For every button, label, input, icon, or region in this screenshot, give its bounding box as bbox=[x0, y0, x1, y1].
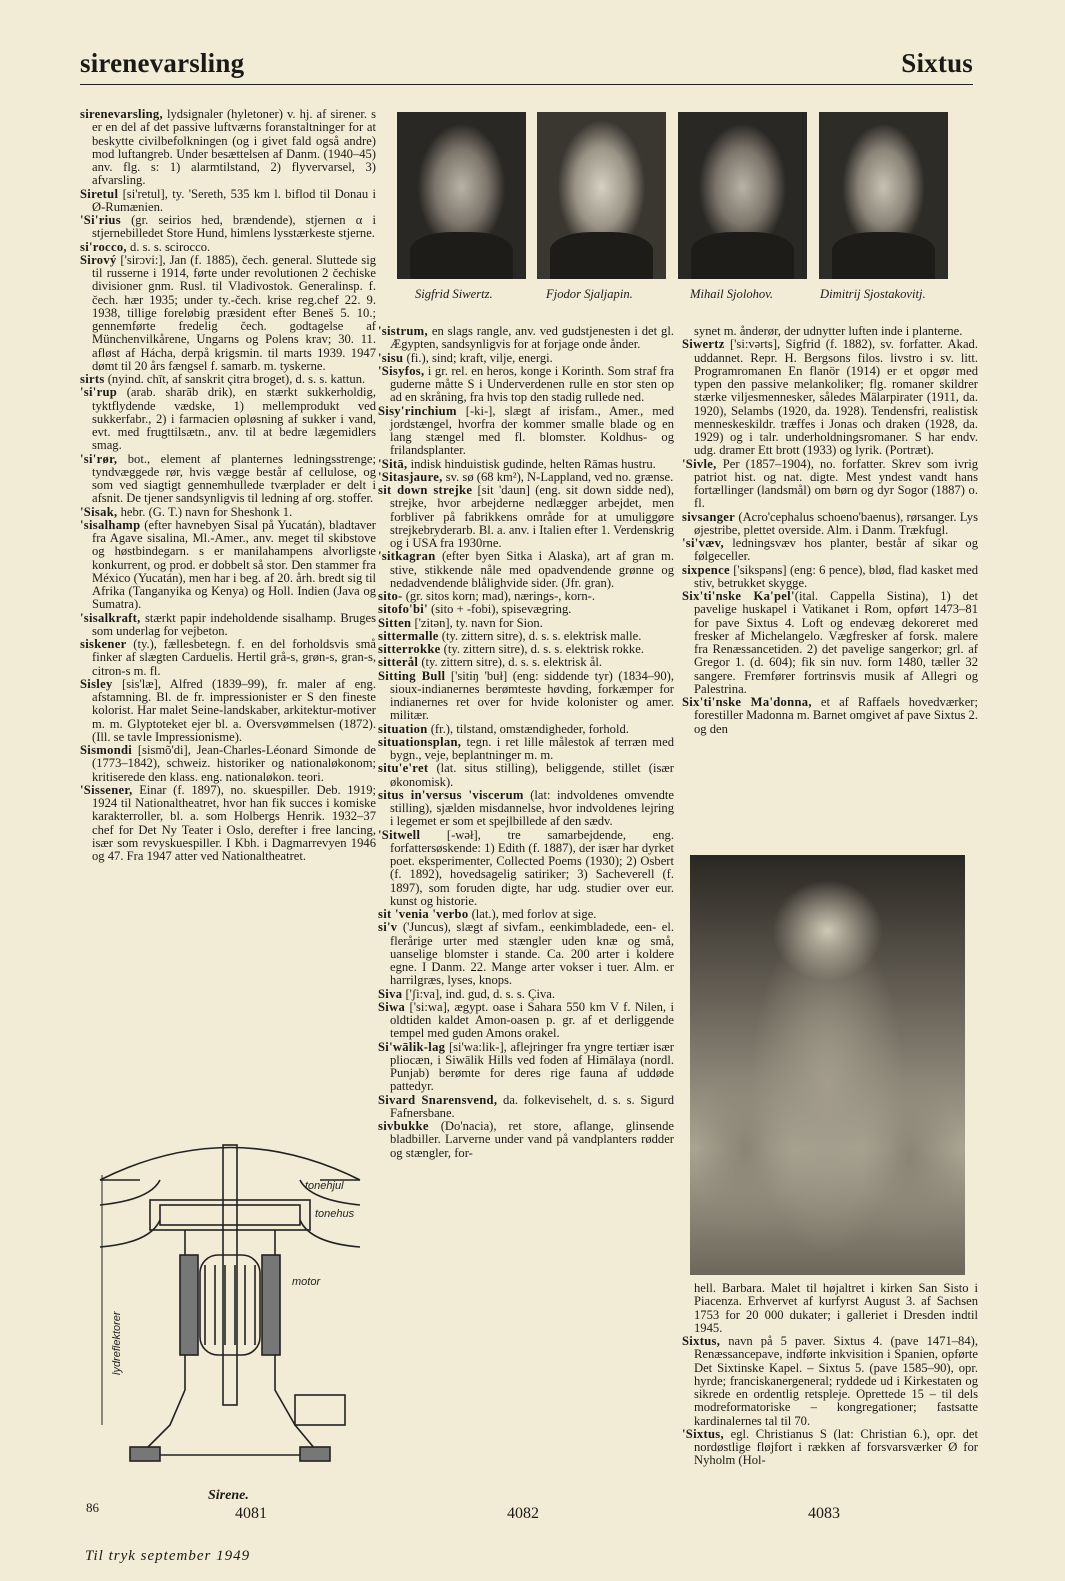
label-tonehjul: tonehjul bbox=[305, 1180, 344, 1192]
entry-headword: Siwa bbox=[378, 999, 406, 1014]
entry-headword: Sitten bbox=[378, 615, 412, 630]
siren-diagram bbox=[80, 1125, 380, 1485]
dictionary-entry bbox=[378, 365, 674, 405]
entry-headword: 'sisalhamp bbox=[80, 517, 141, 532]
entry-text: en slags rangle, anv. ved gudstjenesten i det gl. Ægypten, sandsynligvis for at forjage onde ånder. bbox=[390, 324, 674, 352]
dictionary-entry bbox=[80, 744, 376, 784]
dictionary-entry bbox=[80, 612, 376, 639]
dictionary-entry bbox=[378, 829, 674, 909]
running-head-right: Sixtus bbox=[901, 48, 973, 78]
portrait-caption: Mihail Sjolohov. bbox=[690, 287, 774, 301]
entry-text: (sito + -fobi), spisevægring. bbox=[427, 602, 572, 617]
entry-text: stærkt papir indeholdende sisalhamp. Bruges som underlag for vejbeton. bbox=[92, 610, 376, 638]
entry-text: (gr. sitos korn; mad), nærings-, korn-. bbox=[402, 589, 595, 603]
entry-headword: sivsanger bbox=[682, 509, 736, 524]
dictionary-entry bbox=[378, 656, 674, 669]
entry-text: (arab. sharāb drik), en stærkt sukkerholdig, tyktflydende vædske, 1) mellemprodukt ved sukkerfabr., 2) i farmacien opløsning af sukker i vand, evt. med frugttilsætn., anv. til at bedre lægemidlers smag. bbox=[92, 385, 376, 453]
dictionary-entry bbox=[378, 471, 674, 484]
entry-headword: Sisy'rinchium bbox=[378, 403, 457, 418]
column-1 bbox=[80, 108, 376, 863]
entry-headword: Sismondi bbox=[80, 743, 133, 757]
dictionary-entry bbox=[80, 638, 376, 678]
label-tonehus: tonehus bbox=[315, 1208, 355, 1220]
entry-headword: 'Si'rius bbox=[80, 213, 121, 227]
entry-text: egl. Christianus S (lat: Christian 6.), opr. det nordøstlige fløjfort i rækken af forsvarsværker Ø for Nyholm (Hol- bbox=[694, 1426, 978, 1468]
entry-headword: 'Sisyfos, bbox=[378, 363, 425, 378]
dictionary-entry bbox=[682, 325, 978, 338]
entry-text: hebr. (G. T.) navn for Sheshonk 1. bbox=[117, 504, 293, 519]
entry-text: (efter havnebyen Sisal på Yucatán), bladtaver fra Agave sisalina, Ml.-Amer., anv. meget til skibstove og høstbindegarn. s er manilahampens alvorligste konkurrent, og prod. er dobbelt så stor. Den stammer fra México (Yucatán), men har i beg. af 20. årh. bredt sig til Afrika (Tanganyika og Kenya) og Holl. Indien (Java og Sumatra). bbox=[92, 517, 376, 612]
entry-text: [-ki-], slægt af irisfam., Amer., med jordstængel, hvorfra der kommer smalle blade og en lang stængel med fl. blomster. Koldhus- og frilandsplanter. bbox=[390, 403, 674, 458]
portrait-sjaljapin bbox=[537, 112, 666, 279]
dictionary-entry bbox=[378, 643, 674, 656]
entry-text: hell. Barbara. Malet til højaltret i kirken San Sisto i Piacenza. Erhvervet af kurfyrst August 3. af Sachsen 1753 for 20 000 dukater; i galleriet i Dresden indtil 1945. bbox=[694, 1281, 978, 1335]
entry-headword: 'Sitwell bbox=[378, 827, 421, 842]
print-footer: Til tryk september 1949 bbox=[85, 1548, 251, 1564]
entry-text: sv. sø (68 km²), N-Lappland, ved no. grænse. bbox=[442, 469, 674, 484]
dictionary-entry bbox=[80, 108, 376, 188]
entry-text: (lat. situs stilling), beliggende, stillet (især økonomisk). bbox=[390, 761, 674, 789]
entry-text: (lat.), med forlov at sige. bbox=[468, 907, 597, 921]
column-2 bbox=[378, 325, 674, 1160]
entry-text: [sis'læ], Alfred (1839–99), fr. maler af eng. afstamning. Bl. de fr. impressionister er S den fineste kolorist. Har malet Seine-landskaber, arkitektur-motiver m. m. Glyptoteket ejer bl. a. Oversvømmelsen (1872). (Ill. se tavle Impressionisme). bbox=[92, 676, 376, 744]
entry-text: ['sirɔvi:], Jan (f. 1885), čech. general. Sluttede sig til russerne i 1914, førte under revolutionen 2 čechiske divisioner gnm. Rusl. til Vladivostok. Generalinsp. f. čech. hær 1935; under ty.-čech. krise reg.chef 22. 9. 1938, tillige foreløbig præsident efter Beneš 5. 10.; gennemførte fredelig čech. godtagelse af Münchenvilkårene, Ungarns og Polens krav; 30. 11. afløst af Hácha, derpå krigsmin. til marts 1939. 1947 dømt til 20 års fængsel f. samarb. m. tyskerne. bbox=[92, 252, 376, 373]
running-head-left: sirenevarsling bbox=[80, 48, 245, 78]
entry-headword: Si'wālik-lag bbox=[378, 1039, 446, 1054]
dictionary-entry bbox=[378, 988, 674, 1001]
dictionary-entry bbox=[378, 405, 674, 458]
entry-text: ['sitiŋ 'buł] (eng: siddende tyr) (1834–90), sioux-indianernes berømteste høvding, forkæmper for indianernes ret over for hvide kolonister og amer. militær. bbox=[390, 668, 674, 723]
dictionary-entry bbox=[80, 214, 376, 241]
entry-headword: si'rocco, bbox=[80, 239, 127, 254]
entry-text: (Do'nacia), ret store, aflange, glinsende bladbiller. Larverne under vand på vandplanters rødder og stængler, for- bbox=[390, 1119, 674, 1160]
dictionary-entry bbox=[682, 696, 978, 736]
dictionary-entry bbox=[378, 1041, 674, 1094]
entry-headword: Siwertz bbox=[682, 337, 725, 352]
page-number: 4083 bbox=[808, 1505, 840, 1522]
dictionary-entry bbox=[378, 617, 674, 630]
entry-headword: sito- bbox=[378, 589, 403, 603]
entry-text: bot., element af planternes ledningsstrenge; tyndvæggede rør, hvis vægge består af cellulose, og som ved siagtigt gennemhullede tværplader er delt i afsnit. De tjener sandsynligvis til ledning af org. stoffer. bbox=[92, 451, 376, 506]
portrait-caption: Fjodor Sjaljapin. bbox=[546, 287, 633, 301]
portrait-siwertz bbox=[397, 112, 526, 279]
diagram-caption: Sirene. bbox=[208, 1488, 249, 1503]
dictionary-entry bbox=[378, 908, 674, 921]
entry-headword: sirenevarsling, bbox=[80, 107, 163, 121]
dictionary-entry bbox=[80, 519, 376, 612]
entry-headword: Siva bbox=[378, 986, 403, 1001]
entry-headword: sivbukke bbox=[378, 1119, 429, 1133]
entry-text: (ty.), fællesbetegn. f. en del forholdsvis små finker af slægten Carduelis. Hertil grå-s, grøn-s, gran-s, citron-s m. fl. bbox=[92, 637, 376, 678]
dictionary-entry bbox=[378, 603, 674, 616]
dictionary-entry bbox=[378, 458, 674, 471]
entry-headword: 'si'rør, bbox=[80, 451, 118, 466]
entry-text: indisk hinduistisk gudinde, helten Rāmas hustru. bbox=[407, 456, 656, 471]
entry-text: et af Raffaels hovedværker; forestiller Madonna m. Barnet omgivet af pave Sixtus 2. og den bbox=[694, 695, 978, 736]
entry-headword: 'sitkagran bbox=[378, 549, 436, 564]
entry-headword: 'Sivle, bbox=[682, 456, 717, 471]
entry-headword: Siretul bbox=[80, 186, 119, 201]
entry-headword: 'Sisak, bbox=[80, 504, 118, 519]
dictionary-entry bbox=[682, 458, 978, 511]
entry-headword: Sirový bbox=[80, 252, 117, 267]
page-number: 4082 bbox=[507, 1505, 539, 1522]
dictionary-entry bbox=[682, 338, 978, 457]
entry-headword: sittermalle bbox=[378, 628, 439, 643]
entry-text: ['si:wa], ægypt. oase i Sahara 550 km V f. Nilen, i oldtiden kaldet Amon-oasen p. gr. af et derliggende tempel med guden Amons orakel. bbox=[390, 999, 674, 1041]
entry-headword: 'Sitasjaure, bbox=[378, 469, 443, 484]
dictionary-entry bbox=[80, 784, 376, 864]
dictionary-entry bbox=[682, 564, 978, 591]
page-number-small: 86 bbox=[86, 1500, 99, 1515]
entry-headword: 'sisalkraft, bbox=[80, 610, 141, 625]
entry-text: Per (1857–1904), no. forfatter. Skrev som ivrig patriot hist. og nat. digte. Mest yndest vandt hans fortællinger (landsmål) om børn og dyr Sogor (1887) o. fl. bbox=[694, 456, 978, 511]
dictionary-entry bbox=[682, 1335, 978, 1428]
entry-headword: sirts bbox=[80, 372, 105, 386]
entry-headword: 'Sissener, bbox=[80, 782, 133, 797]
entry-headword: siskener bbox=[80, 637, 127, 651]
dictionary-entry bbox=[80, 453, 376, 506]
sixtine-madonna-painting bbox=[690, 855, 965, 1275]
entry-text: (ital. Cappella Sistina), 1) det pavelige huskapel i Vatikanet i Rom, opført 1473–81 for pave Sixtus 4. Loft og endevæg dekoreret med fresker af Michelangelo. Vægfresker af forsk. malere fra Renæssancetiden. 2) det pavelige sangerkor; grl. af Gregor 1. (d. 604); fik sin nuv. form 1480, tæller 32 sangere. Fremfører fortrinsvis musik af Allegri og Palestrina. bbox=[694, 589, 978, 696]
entry-text: tegn. i ret lille målestok af terræn med bygn., veje, beplantninger m. m. bbox=[390, 734, 674, 762]
entry-text: ['ʃi:va], ind. gud, d. s. s. Çiva. bbox=[402, 986, 555, 1001]
dictionary-entry bbox=[682, 1282, 978, 1335]
entry-text: (fi.), sind; kraft, vilje, energi. bbox=[403, 350, 553, 365]
dictionary-entry bbox=[80, 678, 376, 744]
entry-headword: sit down strejke bbox=[378, 483, 473, 497]
entry-headword: 'Sixtus, bbox=[682, 1426, 724, 1441]
dictionary-entry bbox=[682, 537, 978, 564]
dictionary-entry bbox=[378, 630, 674, 643]
entry-text: (ty. zittern sitre), d. s. s. elektrisk ål. bbox=[418, 655, 603, 670]
dictionary-entry bbox=[80, 506, 376, 519]
entry-text: [si'wa:lik-], aflejringer fra yngre tertiær især pliocæn, i Siwālik Hills ved foden af Himālaya (nordl. Punjab) berømte for deres rige fauna af uddøde pattedyr. bbox=[390, 1039, 674, 1094]
entry-headword: sitterål bbox=[378, 655, 419, 670]
dictionary-entry bbox=[378, 762, 674, 789]
dictionary-entry bbox=[378, 736, 674, 763]
entry-headword: 'si'væv, bbox=[682, 536, 724, 550]
entry-text: [-wəł], tre samarbejdende, eng. forfattersøskende: 1) Edith (f. 1887), der især har dyrket poet. eksperimenter, Collected Poems (1930); 2) Osbert (f. 1892), hovedsagelig satiriker; 3) Sacheverell (f. 1897), som foruden digte, har udg. studier over eur. kunst og historie. bbox=[390, 827, 674, 908]
dictionary-entry bbox=[378, 1120, 674, 1160]
dictionary-entry bbox=[80, 241, 376, 254]
entry-headword: si'v bbox=[378, 920, 398, 935]
page-number: 4081 bbox=[235, 1505, 267, 1522]
entry-text: (nyind. chīt, af sanskrit çitra broget), d. s. s. kattun. bbox=[104, 372, 366, 386]
entry-headword: sixpence bbox=[682, 562, 730, 577]
entry-headword: Sixtus, bbox=[682, 1334, 721, 1348]
dictionary-entry bbox=[378, 1001, 674, 1041]
entry-text: (fr.), tilstand, omstændigheder, forhold. bbox=[427, 721, 629, 736]
dictionary-entry bbox=[378, 550, 674, 590]
entry-headword: situs in'versus 'viscerum bbox=[378, 787, 524, 802]
dictionary-entry bbox=[378, 1094, 674, 1121]
entry-text: ['zitən], ty. navn for Sion. bbox=[411, 615, 543, 630]
entry-headword: Sisley bbox=[80, 676, 113, 691]
entry-text: ('Juncus), slægt af sivfam., eenkimbladede, een- el. flerårige urter med stængler uden knæ og små, uanselige blomster i stande. Ca. 200 arter i koldere egne. I Danm. 22. Mange arter vokser i tuer. Alm. er harrilgræs, lyses, knops. bbox=[390, 920, 674, 988]
entry-headword: situ'e'ret bbox=[378, 761, 429, 776]
entry-text: (efter byen Sitka i Alaska), art af gran m. stive, stikkende nåle med opadvendende grønne og nedadvendende blålighvide sider. (Jfr. gran). bbox=[390, 549, 674, 590]
entry-text: [si'retul], ty. 'Sereth, 535 km l. biflod til Donau i Ø-Rumænien. bbox=[92, 186, 376, 214]
dictionary-entry bbox=[682, 511, 978, 538]
dictionary-entry bbox=[682, 590, 978, 696]
entry-text: ledningsvæv hos planter, består af sikar og følgeceller. bbox=[694, 536, 978, 564]
entry-text: i gr. rel. en heros, konge i Korinth. Som straf fra guderne måtte S i Underverdenen rulle en stor sten op ad en skråning, fra hvis top den stadig rullede ned. bbox=[390, 363, 674, 405]
entry-headword: sitterrokke bbox=[378, 642, 441, 656]
entry-text: [sit 'daun] (eng. sit down sidde ned), strejke, hvor arbejderne nedlægger arbejdet, men forbliver på fabrikkens område for at umuliggøre strejkebryderarb. Bl. a. anv. i Italien efter 1. Verdenskrig og i USA fra 1930rne. bbox=[390, 483, 674, 550]
entry-headword: Six'ti'nske Ma'donna, bbox=[682, 695, 812, 709]
entry-headword: sitofo'bi' bbox=[378, 602, 428, 617]
entry-text: synet m. ånderør, der udnytter luften inde i planterne. bbox=[694, 324, 963, 338]
entry-text: ['sikspəns] (eng: 6 pence), blød, flad kasket med stiv, betrukket skygge. bbox=[694, 562, 978, 590]
dictionary-entry bbox=[378, 352, 674, 365]
entry-text: [sismõ'di], Jean-Charles-Léonard Simonde de (1773–1842), schweiz. historiker og nationaløkonom; kritiserede den klass. eng. nationaløkon. teori. bbox=[92, 743, 376, 784]
dictionary-entry bbox=[378, 590, 674, 603]
entry-text: navn på 5 paver. Sixtus 4. (pave 1471–84), Renæssancepave, indførte inkvisition i Spanien, opførte Det Sixtinske Kapel. – Sixtus 5. (pave 1585–90), opr. hyrde; franciskanergeneral; ryddede ud i Kirkestaten og sikrede en ordentlig retspleje. Oprettede 15 – til dels modreformatoriske – kongregationer; fastsatte kardinalernes tal til 70. bbox=[694, 1334, 978, 1428]
entry-text: (ty. zittern sitre), d. s. s. elektrisk rokke. bbox=[440, 642, 644, 656]
entry-headword: sit 'venia 'verbo bbox=[378, 907, 469, 921]
portrait-sjolohov bbox=[678, 112, 807, 279]
column-3-bottom bbox=[682, 1282, 978, 1468]
entry-text: ['si:vərts], Sigfrid (f. 1882), sv. forfatter. Akad. uddannet. Repr. H. Bergsons filos. livstro i sv. litt. Programromanen En flanör (1914) er et opgør med typen den passive melankoliker; flg. romaner skildrer stærke viljesmennesker, således Mälarpirater (1911, da. 1920), Selambs (1920, da. 1928). Tendensfri, realistisk menneskeskildr. træffes i Jonas och draken (1928, da. 1929) og i talr. underholdningsromaner. S har endv. udg. dramer Ett brott (1933) og lyrik. (Portræt). bbox=[694, 337, 978, 458]
entry-headword: 'sistrum, bbox=[378, 324, 428, 338]
entry-headword: situation bbox=[378, 721, 428, 736]
dictionary-entry bbox=[378, 723, 674, 736]
entry-headword: Sitting Bull bbox=[378, 668, 446, 683]
portrait-sjostakovitj bbox=[819, 112, 948, 279]
dictionary-entry bbox=[378, 325, 674, 352]
entry-text: da. folkevisehelt, d. s. s. Sigurd Fafnersbane. bbox=[390, 1092, 674, 1120]
entry-headword: Six'ti'nske Ka'pel' bbox=[682, 589, 795, 603]
dictionary-entry bbox=[80, 373, 376, 386]
dictionary-entry bbox=[80, 386, 376, 452]
entry-text: (gr. seirios hed, brændende), stjernen α i stjernebilledet Store Hund, himlens lysstærkeste stjerne. bbox=[92, 213, 376, 241]
entry-text: (ty. zittern sitre), d. s. s. elektrisk malle. bbox=[438, 628, 642, 643]
entry-headword: Sivard Snarensvend, bbox=[378, 1092, 498, 1107]
entry-headword: 'Sitā, bbox=[378, 456, 408, 471]
dictionary-entry bbox=[682, 1428, 978, 1468]
dictionary-entry bbox=[80, 254, 376, 373]
label-lydreflektorer: lydreflektorer bbox=[111, 1311, 123, 1375]
dictionary-entry bbox=[378, 484, 674, 550]
dictionary-entry bbox=[80, 188, 376, 215]
entry-headword: 'sisu bbox=[378, 350, 404, 365]
portrait-caption: Dimitrij Sjostakovitj. bbox=[820, 287, 926, 301]
dictionary-entry bbox=[378, 921, 674, 987]
entry-text: d. s. s. scirocco. bbox=[126, 239, 211, 254]
header-rule bbox=[80, 84, 973, 85]
dictionary-entry bbox=[378, 789, 674, 829]
entry-headword: 'si'rup bbox=[80, 385, 118, 400]
dictionary-entry bbox=[378, 670, 674, 723]
entry-text: (lat: indvoldenes omvendte stilling), sjælden misdannelse, hvor indvoldenes lejring i legemet er som et spejlbillede af den sædv. bbox=[390, 787, 675, 829]
entry-text: Einar (f. 1897), no. skuespiller. Deb. 1919; 1924 til Nationaltheatret, hvor han fik succes i komiske karakterroller, bl. a. som Holbergs Henrik. 1932–37 chef for Det Ny Teater i Oslo, derefter i free lancing, især som revyskuespiller. I Kbh. i Dagmarrevyen 1946 og 47. Fra 1947 atter ved Nationaltheatret. bbox=[92, 782, 376, 863]
portrait-caption: Sigfrid Siwertz. bbox=[415, 287, 493, 301]
entry-text: (Acro'cephalus schoeno'baenus), rørsanger. Lys øjestribe, plettet overside. Alm. i Danm. Trækfugl. bbox=[694, 509, 978, 537]
label-motor: motor bbox=[292, 1276, 321, 1288]
entry-headword: situationsplan, bbox=[378, 734, 462, 749]
entry-text: lydsignaler (hyletoner) v. hj. af sirener. s er en del af det passive luftværns foranstaltninger for at beskytte civilbefolkningen (og i givet fald også andre) mod luftangreb. Under besættelsen af Danm. (1940–45) anv. flg. s: 1) alarmtilstand, 2) flyvervarsel, 3) afvarsling. bbox=[92, 107, 376, 188]
column-3-top bbox=[682, 325, 978, 736]
